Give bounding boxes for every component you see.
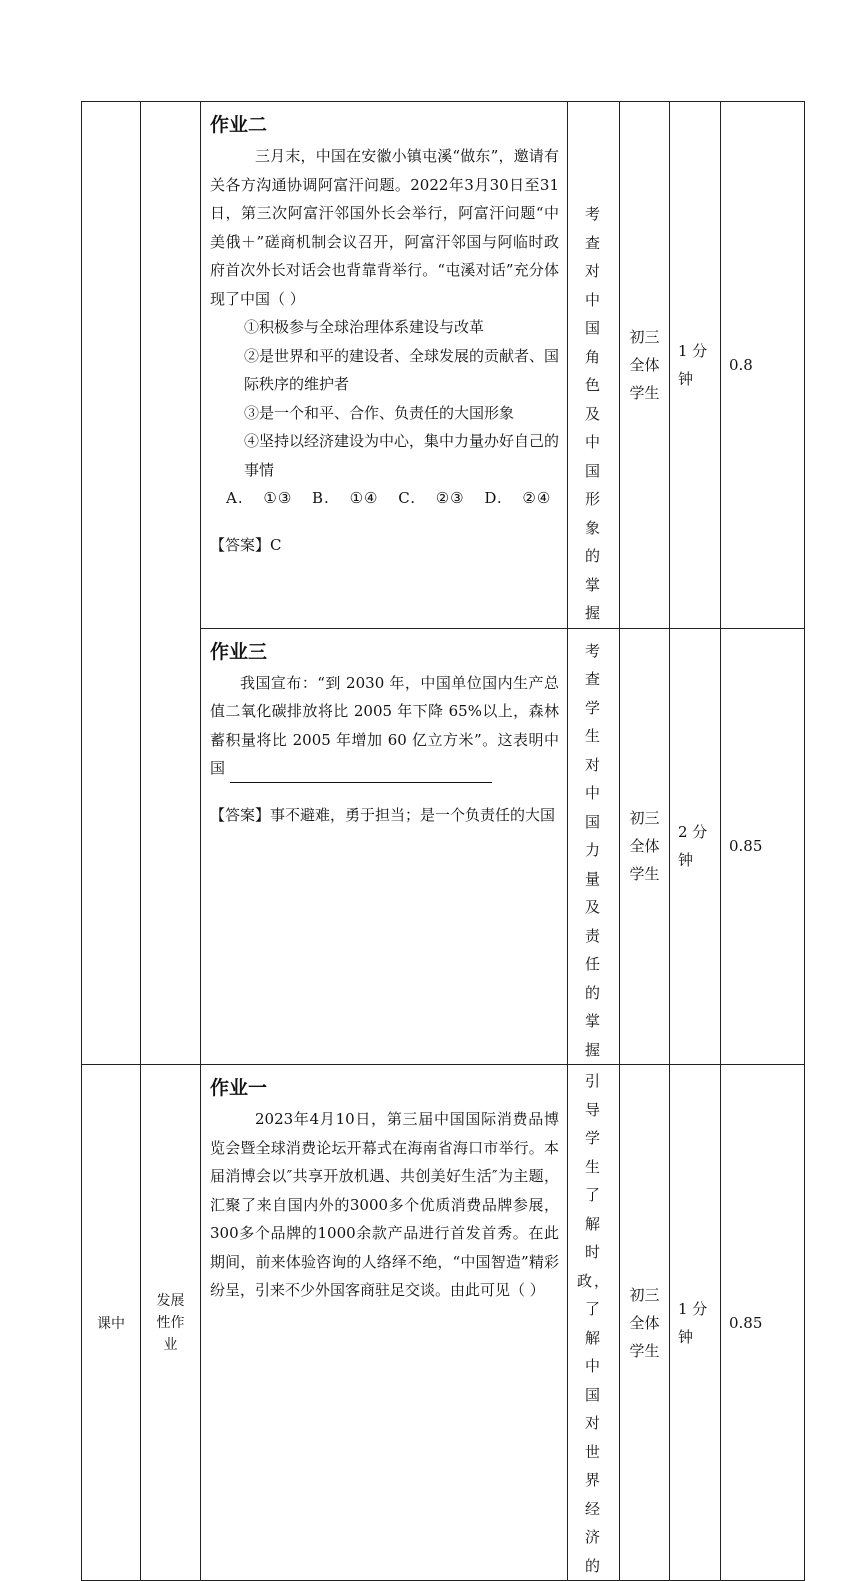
table-row [82,102,805,629]
homework-content-cell [201,1065,568,1581]
purpose-text: 引导学生了解时政，了解中国对世界经济的 [577,1072,612,1575]
homework-title: 作业三 [210,640,268,663]
homework-question: 三月末，中国在安徽小镇屯溪“做东”，邀请有关各方沟通协调阿富汗问题。2022年3月30日至31日，第三次阿富汗邻国外长会举行，阿富汗问题“中美俄＋”磋商机制会议召开，阿富汗邻国与阿临时政府首次外长对话会也背靠背举行。“屯溪对话”充分体现了中国（ ） [210,147,559,308]
purpose-cell [568,628,620,1065]
purpose-text: 考查对中国角色及中国形象的掌握 [584,205,602,622]
target-text: 初三全体学生 [629,809,660,884]
stage-text: 课中 [97,1315,125,1332]
target-text: 初三全体学生 [629,327,660,402]
target-cell [620,628,670,1065]
homework-content-cell [201,628,568,1065]
answer-text: 【答案】事不避难，勇于担当；是一个负责任的大国 [210,805,556,824]
homework-table [81,101,805,1581]
purpose-cell [568,1065,620,1581]
purpose-cell [568,102,620,629]
time-text: 1 分钟 [678,1299,708,1346]
option-item: ③是一个和平、合作、负责任的大国形象 [244,403,515,422]
target-cell [620,1065,670,1581]
option-item: ①积极参与全球治理体系建设与改革 [244,318,485,336]
score-cell [721,102,805,629]
table-row [82,1065,805,1581]
type-text: 发展性作业 [156,1292,185,1353]
score-text: 0.85 [729,1313,763,1332]
target-text: 初三全体学生 [629,1285,660,1360]
score-cell [721,628,805,1065]
stage-cell-empty [82,102,141,1065]
homework-title: 作业一 [210,1077,268,1099]
type-cell [141,1065,201,1581]
target-cell [620,102,670,629]
option-item: ②是世界和平的建设者、全球发展的贡献者、国际秩序的维护者 [244,346,560,393]
time-text: 1 分钟 [678,341,708,388]
homework-title: 作业二 [210,114,268,136]
score-cell [721,1065,805,1581]
option-item: ④坚持以经济建设为中心，集中力量办好自己的事情 [244,432,560,479]
time-text: 2 分钟 [678,823,708,870]
type-cell-empty [141,102,201,1065]
homework-question: 2023年4月10日，第三届中国国际消费品博览会暨全球消费论坛开幕式在海南省海口市举行。本届消博会以″共享开放机遇、共创美好生活″为主题，汇聚了来自国内外的3000多个优质消费品牌参展，300多个品牌的1000余款产品进行首发首秀。在此期间，前来体验咨询的人络绎不绝，“中国智造”精彩纷呈，引来不少外国客商驻足交谈。由此可见（ ） [210,1110,559,1299]
score-text: 0.85 [729,837,763,856]
time-cell [670,628,721,1065]
score-text: 0.8 [729,355,753,374]
answer-choices: A. ①③ B. ①④ C. ②③ D. ②④ [226,489,552,507]
homework-question: 我国宣布：“到 2030 年，中国单位国内生产总值二氧化碳排放将比 2005 年下降 65%以上，森林蓄积量将比 2005 年增加 60 亿立方米”。这表明中国 [210,673,559,777]
purpose-text: 考查学生对中国力量及责任的掌握 [584,641,602,1059]
answer-blank [230,764,492,783]
time-cell [670,1065,721,1581]
stage-cell [82,1065,141,1581]
homework-content-cell [201,102,568,629]
time-cell [670,102,721,629]
answer-text: 【答案】C [210,535,282,554]
